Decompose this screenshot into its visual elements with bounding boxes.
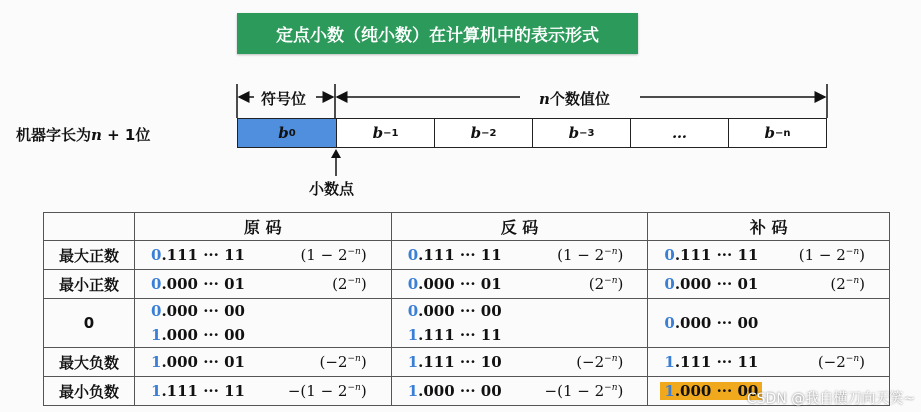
binary-value: 0.000 ··· 01 bbox=[407, 275, 502, 293]
decimal-point-arrow bbox=[328, 148, 344, 176]
table-cell bbox=[135, 270, 392, 299]
row-label: 最大正数 bbox=[44, 241, 135, 270]
value-formula: $(1 - 2^{-n})$ bbox=[557, 246, 624, 264]
binary-value: 0.111 ··· 11 bbox=[664, 246, 759, 264]
sign-bit-label: 符号位 bbox=[261, 90, 307, 108]
binary-value: 1.000 ··· 01 bbox=[151, 353, 245, 371]
binary-value: 1.000 ··· 00 bbox=[151, 326, 245, 344]
representation-table bbox=[43, 212, 890, 406]
table-cell bbox=[135, 348, 392, 377]
value-formula: $(-2^{-n})$ bbox=[319, 353, 367, 371]
table-row bbox=[44, 270, 890, 299]
bit-cell: b −n bbox=[728, 119, 826, 147]
binary-value: 0.000 ··· 01 bbox=[664, 275, 759, 293]
binary-value: 1.111 ··· 11 bbox=[151, 382, 245, 400]
binary-value: 0.000 ··· 00 bbox=[664, 314, 759, 332]
table-cell bbox=[391, 270, 648, 299]
table-header-row bbox=[44, 213, 890, 241]
bit-cells-row bbox=[237, 118, 827, 148]
binary-value: 0.111 ··· 11 bbox=[151, 246, 245, 264]
value-formula: $(2^{-n})$ bbox=[588, 275, 624, 293]
table-cell bbox=[648, 270, 890, 299]
row-label: 0 bbox=[44, 299, 135, 348]
binary-value: 0.000 ··· 00 bbox=[151, 302, 245, 320]
binary-value: 1.000 ··· 00 bbox=[660, 382, 762, 400]
binary-value: 0.000 ··· 00 bbox=[407, 302, 502, 320]
row-label: 最大负数 bbox=[44, 348, 135, 377]
bit-cell: … bbox=[630, 119, 728, 147]
value-formula: $(-2^{-n})$ bbox=[576, 353, 624, 371]
binary-value: 1.111 ··· 10 bbox=[407, 353, 502, 371]
binary-value: 0.000 ··· 01 bbox=[151, 275, 245, 293]
bit-cell: b −1 bbox=[336, 119, 434, 147]
table-cell bbox=[135, 377, 392, 406]
table-cell bbox=[135, 299, 392, 348]
header-twos-complement: 补 码 bbox=[648, 213, 890, 241]
corner-cell bbox=[44, 213, 135, 241]
binary-value: 1.111 ··· 11 bbox=[664, 353, 759, 371]
value-formula: $(-2^{-n})$ bbox=[817, 353, 865, 371]
table-cell bbox=[391, 377, 648, 406]
row-label: 最小负数 bbox=[44, 377, 135, 406]
table-cell bbox=[648, 348, 890, 377]
table-cell bbox=[135, 241, 392, 270]
bit-cell: b −3 bbox=[532, 119, 630, 147]
header-ones-complement: 反 码 bbox=[391, 213, 648, 241]
value-bits-label: n个数值位 bbox=[539, 90, 610, 108]
decimal-point-label: 小数点 bbox=[309, 180, 355, 198]
value-formula: $(1 - 2^{-n})$ bbox=[798, 246, 865, 264]
binary-value: 1.000 ··· 00 bbox=[407, 382, 502, 400]
header-sign-magnitude: 原 码 bbox=[135, 213, 392, 241]
bit-dimension-arrows bbox=[230, 78, 840, 118]
value-formula: $-(1 - 2^{-n})$ bbox=[287, 382, 367, 400]
binary-value: 0.111 ··· 11 bbox=[407, 246, 502, 264]
table-cell bbox=[648, 241, 890, 270]
machine-word-length-label: 机器字长为n + 1位 bbox=[16, 126, 151, 144]
binary-value: 1.111 ··· 11 bbox=[407, 326, 502, 344]
table-cell bbox=[391, 348, 648, 377]
bit-cell: b −2 bbox=[434, 119, 532, 147]
value-formula: $(2^{-n})$ bbox=[332, 275, 367, 293]
value-formula: $-(1 - 2^{-n})$ bbox=[544, 382, 624, 400]
value-formula: $(1 - 2^{-n})$ bbox=[300, 246, 367, 264]
table-row bbox=[44, 241, 890, 270]
watermark: CSDN @我自横刀向天笑~ bbox=[746, 391, 915, 407]
bit-cell: b 0 bbox=[238, 119, 336, 147]
table-cell bbox=[648, 299, 890, 348]
value-formula: $(2^{-n})$ bbox=[830, 275, 865, 293]
table-row bbox=[44, 299, 890, 348]
table-cell bbox=[391, 299, 648, 348]
table-cell bbox=[391, 241, 648, 270]
page-title: 定点小数（纯小数）在计算机中的表示形式 bbox=[237, 13, 638, 54]
table-row bbox=[44, 348, 890, 377]
row-label: 最小正数 bbox=[44, 270, 135, 299]
